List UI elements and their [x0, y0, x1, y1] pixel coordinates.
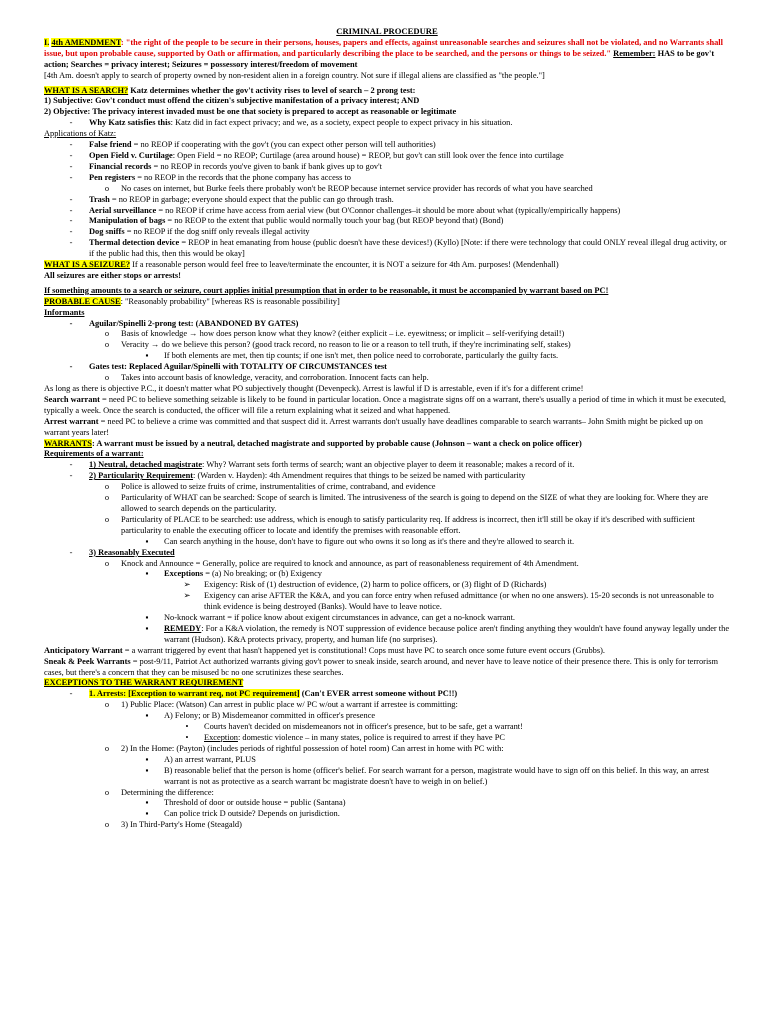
dash-bullet: - [69, 471, 73, 481]
square-bullet: ▪ [145, 765, 149, 775]
arrest-warrant-plus: A) an arrest warrant, PLUS [164, 754, 256, 764]
remedy-label: REMEDY [164, 623, 202, 633]
seize-fruits-note: Police is allowed to seize fruits of crime, instrumentalities of crime, contraband, and evidence [121, 482, 436, 492]
dash-bullet: - [69, 460, 73, 470]
list-item [44, 140, 730, 151]
list-item [44, 216, 730, 227]
probable-cause-definition: : "Reasonably probability" [whereas RS is reasonable possibility] [120, 296, 340, 306]
square-bullet: ▪ [145, 613, 149, 623]
search-warrant-label: Search warrant [44, 394, 100, 404]
exceptions-heading: EXCEPTIONS TO THE WARRANT REQUIREMENT [44, 678, 244, 688]
list-item [44, 460, 730, 471]
applications-list [44, 140, 730, 184]
application-term: Dog sniffs [89, 227, 125, 237]
list-item [44, 569, 730, 580]
application-text: = REOP in heat emanating from house (public doesn't have these devices!) (Kyllo) [Note: if there were technology that could ONLY reveal illegal drug activity, or if the public had this, then this would be okay] [89, 238, 727, 259]
exceptions-heading-line [44, 678, 730, 689]
dash-bullet: - [69, 150, 73, 160]
circle-bullet: o [104, 700, 110, 710]
warrants-definition: : A warrant must be issued by a neutral, detached magistrate and supported by probable cause (Johnson – want a check on police officer) [91, 438, 582, 448]
exigency-after-ka: Exigency can arise AFTER the K&A, and you can force entry when refused admittance (or when no one answers). 15-20 seconds is not unreasonable to think evidence is being destroyed (Banks). Would have to leave notice. [204, 591, 714, 612]
threshold-public: Threshold of door or outside house = public (Santana) [164, 798, 346, 808]
dash-bullet: - [69, 140, 73, 150]
basis-of-knowledge: Basis of knowledge → how does person know what they know? (either explicit – i.e. eyewitness; or implicit – self-verifying detail!) [121, 329, 565, 339]
fourth-amendment-quote: : "the right of the people to be secure in their persons, houses, papers and effects, against unreasonable searches and seizures shall not be violated, and no Warrants shall issue, but upon probable cause, supported by Oath or affirmation, and particularly describing the place to be searched, and the persons or things to be seized." [44, 37, 723, 58]
remedy-text: : For a K&A violation, the remedy is NOT suppression of evidence because police aren't finding anything they wouldn't have found anyway legally under the warrant (Hudson). K&A protects privacy, property, and human life (no surprises). [164, 623, 730, 644]
square-bullet: ▪ [145, 711, 149, 721]
application-text: = no REOP if crime have access from aerial view (but O'Connor challenges–it should be more about what (typically/empirically happens) [156, 205, 621, 215]
application-term: Open Field v. Curtilage [89, 150, 173, 160]
list-item [44, 700, 730, 711]
arrest-warrant-label: Arrest warrant [44, 416, 99, 426]
square-bullet: ▪ [145, 351, 149, 361]
dash-bullet: - [69, 227, 73, 237]
misdemeanor-note: Courts haven't decided on misdemeanors not in officer's presence, but to be safe, get a warrant! [204, 722, 523, 732]
pen-register-note: No cases on internet, but Burke feels there probably won't be REOP because internet service provider has records of what you have searched [121, 183, 593, 193]
gates-test-title: Gates test: Replaced Aguilar/Spinelli with TOTALITY OF CIRCUMSTANCES test [89, 362, 387, 372]
anticipatory-warrant [44, 646, 730, 657]
circle-bullet: o [104, 373, 110, 383]
application-text: = no REOP in garbage; everyone should expect that the public can go through trash. [109, 194, 394, 204]
particularity-what: Particularity of WHAT can be searched: Scope of search is limited. The intrusiveness of the search is going to depend on the SIZE of what they are looking for. Where they are allowed to search depends on the particularity. [121, 493, 709, 513]
remember-text: HAS to be gov't action; Searches = privacy interest; Seizures = possessory interest/freedom of movement [44, 48, 715, 69]
list-item [44, 151, 730, 162]
remember-label: Remember: [613, 48, 656, 58]
application-term: False friend [89, 140, 132, 150]
probable-cause-line [44, 297, 730, 308]
list-item [44, 722, 730, 733]
felony-or-misdemeanor: A) Felony; or B) Misdemeanor committed in officer's presence [164, 711, 376, 721]
list-item [44, 118, 730, 129]
list-item [44, 340, 730, 351]
dash-bullet: - [69, 362, 73, 372]
list-item [44, 482, 730, 493]
list-item [44, 362, 730, 373]
why-katz-label: Why Katz satisfies this [89, 118, 171, 128]
list-item [44, 580, 730, 591]
fourth-amendment-paragraph [44, 38, 730, 71]
anticipatory-text: = a warrant triggered by event that hasn't happened yet is constitutional! Cops must have PC to search once some future event occurs (Grubbs). [122, 645, 606, 655]
list-item [44, 559, 730, 570]
exceptions-label: Exceptions [164, 569, 204, 579]
application-term: Pen registers [89, 172, 136, 182]
list-item [44, 373, 730, 384]
dash-bullet: - [69, 238, 73, 248]
sneak-peek-warrant [44, 657, 730, 679]
dash-bullet: - [69, 216, 73, 226]
arrests-pc-note: (Can't EVER arrest someone without PC!!) [299, 689, 458, 699]
requirements-heading: Requirements of a warrant: [44, 449, 144, 459]
objective-prong: 2) Objective: The privacy interest invaded must be one that society is prepared to accept as reasonable or legitimate [44, 107, 457, 117]
list-item [44, 206, 730, 217]
seizure-question: WHAT IS A SEIZURE? [44, 260, 131, 270]
list-item [44, 329, 730, 340]
application-term: Aerial surveillance [89, 205, 157, 215]
square-bullet: ▪ [145, 536, 149, 546]
gates-test-detail: Takes into account basis of knowledge, veracity, and corroboration. Innocent facts can help. [121, 373, 429, 383]
reasonably-executed-label: 3) Reasonably Executed [89, 547, 175, 557]
list-item [44, 788, 730, 799]
arrow-bullet: • [185, 722, 189, 732]
circle-bullet: o [104, 787, 110, 797]
square-bullet: ▪ [145, 809, 149, 819]
section-number: I. [44, 37, 50, 47]
dash-bullet: - [69, 118, 73, 128]
application-text: = no REOP if cooperating with the gov't (you can expect other person will tell authorities) [131, 140, 436, 150]
application-text: = no REOP if the dog sniff only reveals illegal activity [124, 227, 310, 237]
dash-bullet: - [69, 172, 73, 182]
arrow-bullet: ➢ [183, 580, 191, 590]
particularity-label: 2) Particularity Requirement [89, 471, 194, 481]
list-item [44, 351, 730, 362]
dash-bullet: - [69, 161, 73, 171]
circle-bullet: o [104, 329, 110, 339]
both-elements-met: If both elements are met, then tip counts; if one isn't met, then police need to corroborate, particularly the guilty facts. [164, 351, 559, 361]
application-term: Manipulation of bags [89, 216, 166, 226]
seizure-line [44, 260, 730, 271]
why-katz-text: : Katz did in fact expect privacy; and we, as a society, expect people to expect privacy in his situation. [170, 118, 513, 128]
probable-cause-heading: PROBABLE CAUSE [44, 296, 121, 306]
subjective-prong: 1) Subjective: Gov't conduct must offend the citizen's subjective manifestation of a privacy interest; AND [44, 96, 420, 106]
circle-bullet: o [104, 183, 110, 193]
circle-bullet: o [104, 514, 110, 524]
dash-bullet: - [69, 194, 73, 204]
application-text: : Open Field = no REOP; Curtilage (area around house) = REOP, but gov't can still look over the fence into curtilage [172, 150, 564, 160]
informants-heading: Informants [44, 307, 85, 317]
list-item [44, 689, 730, 700]
circle-bullet: o [104, 482, 110, 492]
aguilar-spinelli-title: Aguilar/Spinelli 2-prong test: (ABANDONED BY GATES) [89, 318, 299, 328]
application-term: Financial records [89, 161, 152, 171]
application-text: = no REOP in the records that the phone company has access to [135, 172, 351, 182]
arrow-bullet: ➢ [183, 591, 191, 601]
particularity-text: : (Warden v. Hayden): 4th Amendment requires that things to be seized be named with particularity [193, 471, 526, 481]
list-item [44, 766, 730, 788]
neutral-magistrate-text: : Why? Warrant sets forth terms of search; want an objective player to deem it reasonable; makes a record of it. [202, 460, 575, 470]
sneak-peek-label: Sneak & Peek Warrants [44, 656, 131, 666]
arrests-exception-label: 1. Arrests: [Exception to warrant req, not PC requirement] [89, 689, 300, 699]
application-term: Thermal detection device [89, 238, 180, 248]
dash-bullet: - [69, 547, 73, 557]
list-item [44, 591, 730, 613]
list-item [44, 711, 730, 722]
public-place-arrest: 1) Public Place: (Watson) Can arrest in public place w/ PC w/out a warrant if arrestee is committing: [121, 700, 458, 710]
alien-note: [4th Am. doesn't apply to search of property owned by non-resident alien in a foreign country. Not sure if illegal aliens are classified as "the people."] [44, 70, 545, 80]
no-knock-warrant: No-knock warrant = if police know about exigent circumstances in advance, can get a no-knock warrant. [164, 613, 515, 623]
fourth-amendment-heading: 4th AMENDMENT [51, 37, 121, 47]
circle-bullet: o [104, 558, 110, 568]
search-warrant-paragraph [44, 395, 730, 417]
knock-and-announce: Knock and Announce = Generally, police are required to knock and announce, as part of reasonableness requirement of 4th Amendment. [121, 558, 579, 568]
application-term: Trash [89, 194, 110, 204]
search-question: WHAT IS A SEARCH? [44, 85, 129, 95]
dash-bullet: - [69, 318, 73, 328]
home-arrest: 2) In the Home: (Payton) (includes periods of rightful possession of hotel room) Can arrest in home with PC with: [121, 743, 504, 753]
applications-list-continued [44, 195, 730, 260]
circle-bullet: o [104, 493, 110, 503]
list-item [44, 319, 730, 330]
square-bullet: ▪ [145, 623, 149, 633]
circle-bullet: o [104, 743, 110, 753]
list-item [44, 548, 730, 559]
list-item [44, 162, 730, 173]
list-item [44, 195, 730, 206]
square-bullet: ▪ [145, 569, 149, 579]
katz-test-intro: Katz determines whether the gov't activity rises to level of search – 2 prong test: [128, 85, 416, 95]
circle-bullet: o [104, 340, 110, 350]
domestic-violence-text: : domestic violence – in many states, police is required to arrest if they have PC [237, 733, 505, 742]
list-item [44, 798, 730, 809]
applications-heading: Applications of Katz: [44, 129, 117, 139]
list-item [44, 493, 730, 515]
exceptions-text: = (a) No breaking; or (b) Exigency [203, 569, 322, 579]
list-item [44, 227, 730, 238]
list-item [44, 809, 730, 820]
presumption-rule: If something amounts to a search or seizure, court applies initial presumption that in order to be reasonable, it must be accompanied by warrant based on PC! [44, 285, 609, 295]
dash-bullet: - [69, 205, 73, 215]
list-item [44, 820, 730, 831]
warrants-heading: WARRANTS [44, 438, 92, 448]
list-item [44, 733, 730, 744]
domestic-violence-label: Exception [204, 733, 238, 742]
application-text: = no REOP in records you've given to bank if bank gives up to gov't [151, 161, 382, 171]
dash-bullet: - [69, 689, 73, 699]
reasonable-belief-home: B) reasonable belief that the person is home (officer's belief. For search warrant for a person, magistrate would have to sign off on this belief. In this way, an arrest warrant is not as protective as a search warrant bc magistrate doesn't have to weigh in on belief.) [164, 765, 710, 786]
particularity-place: Particularity of PLACE to be searched: use address, which is enough to satisfy particularity req. If address is incorrect, then it'll still be okay if it's described with sufficient particularity to enable the executing officer to locate and identify the premises with reasonable effort. [121, 514, 695, 535]
list-item [44, 184, 730, 195]
seizure-definition: If a reasonable person would feel free to leave/terminate the encounter, it is NOT a seizure for 4th Am. purposes! (Mendenhall) [130, 260, 559, 270]
list-item [44, 613, 730, 624]
application-text: = no REOP to the extent that public would normally touch your bag (but REOP beyond that) (Bond) [165, 216, 504, 226]
seizure-types: All seizures are either stops or arrests! [44, 270, 181, 280]
third-party-home: 3) In Third-Party's Home (Steagald) [121, 820, 242, 830]
list-item [44, 471, 730, 482]
list-item [44, 537, 730, 548]
search-warrant-text: = need PC to believe something seizable is likely to be found in particular location. Once a magistrate signs off on a warrant, there's usually a period of time in which it must be executed, typically a week. Once the search is conducted, the officer will file a return explaining what it seized and what happened. [44, 394, 727, 415]
circle-bullet: o [104, 820, 110, 830]
list-item [44, 624, 730, 646]
neutral-magistrate-label: 1) Neutral, detached magistrate [89, 460, 203, 470]
sneak-peek-text: = post-9/11, Patriot Act authorized warrants giving gov't power to sneak inside, search around, and never have to leave notice of their presence there. This is only for terrorism cases, but there's a concern that they can be misused bc no one scrutinizes these searches. [44, 656, 719, 677]
document-title: CRIMINAL PROCEDURE [336, 26, 438, 36]
search-heading-line [44, 86, 730, 97]
anticipatory-label: Anticipatory Warrant [44, 645, 123, 655]
trick-outside: Can police trick D outside? Depends on jurisdiction. [164, 809, 340, 819]
square-bullet: ▪ [145, 754, 149, 764]
list-item [44, 755, 730, 766]
square-bullet: ▪ [145, 798, 149, 808]
list-item [44, 173, 730, 184]
warrants-line [44, 439, 730, 450]
list-item [44, 744, 730, 755]
arrow-bullet: • [185, 733, 189, 742]
objective-pc-note: As long as there is objective P.C., it doesn't matter what PO subjectively thought (Devenpeck). Arrest is lawful if D is arrestable, even if it's for a different crime! [44, 384, 584, 393]
arrest-warrant-paragraph [44, 417, 730, 439]
arrest-warrant-text: = need PC to believe a crime was committed and that suspect did it. Arrest warrants don't usually have deadlines comparable to search warrants– John Smith might be picked up on warrant years later! [44, 416, 703, 437]
list-item [44, 238, 730, 260]
search-anything-note: Can search anything in the house, don't have to figure out who owns it so long as it's there and they're allowed to search it. [164, 536, 575, 546]
determining-difference: Determining the difference: [121, 787, 214, 797]
list-item [44, 515, 730, 537]
veracity: Veracity → do we believe this person? (good track record, no reason to lie or a reason to tell truth, if they're incriminating self, stakes) [121, 340, 571, 350]
exigency-risk: Exigency: Risk of (1) destruction of evidence, (2) harm to police officers, or (3) flight of D (Richards) [204, 580, 547, 590]
